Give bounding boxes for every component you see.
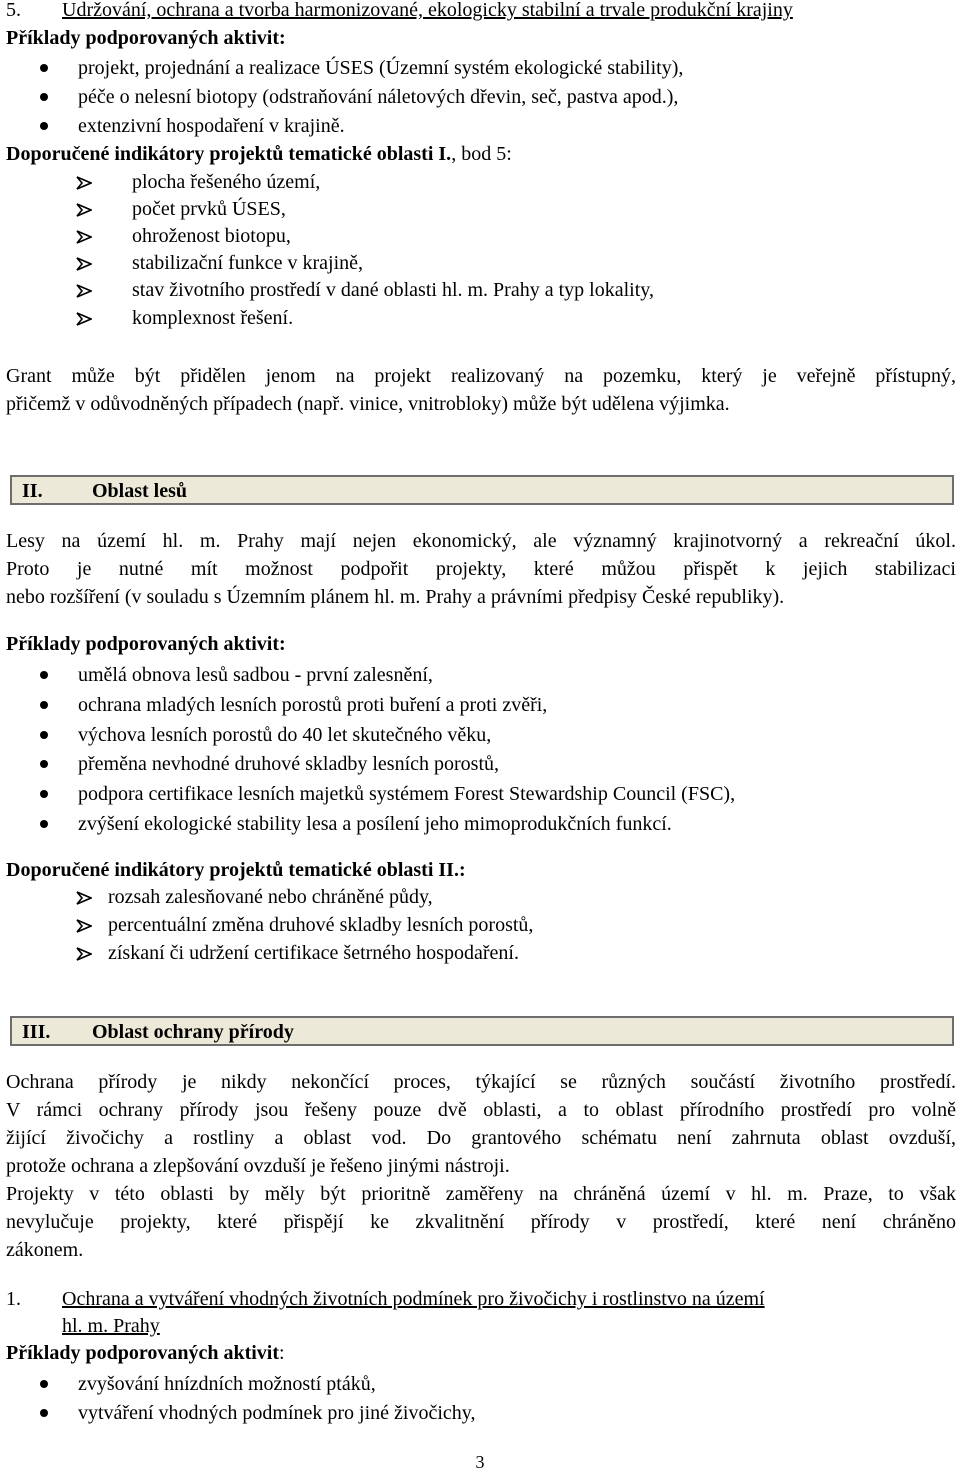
examples-heading: Příklady podporovaných aktivit: [6, 633, 286, 655]
paragraph-line: žijící živočichy a rostliny a oblast vod. Do grantového schématu není zahrnuta oblast ovzduší, [6, 1127, 956, 1149]
indicators-heading: Doporučené indikátory projektů tematické oblasti I., bod 5: [6, 143, 512, 165]
paragraph-line: Lesy na území hl. m. Prahy mají nejen ekonomický, ale významný krajinotvorný a rekreační úkol. [6, 530, 956, 552]
list-item: komplexnost řešení. [132, 307, 294, 329]
arrow-bullet-icon [76, 229, 92, 245]
bullet-icon [40, 790, 48, 798]
paragraph-line: V rámci ochrany přírody jsou řešeny pouze dvě oblasti, a to oblast přírodního prostředí pro volně [6, 1099, 956, 1121]
list-item: počet prvků ÚSES, [132, 198, 286, 220]
section-header-title: Oblast ochrany přírody [92, 1021, 294, 1043]
section-roman: II. [22, 480, 43, 502]
section-number: 5. [6, 0, 21, 21]
list-item: přeměna nevhodné druhové skladby lesních porostů, [78, 753, 500, 775]
section-title: Udržování, ochrana a tvorba harmonizované, ekologicky stabilní a trvale produkční krajiny [62, 0, 793, 21]
arrow-bullet-icon [76, 175, 92, 191]
arrow-bullet-icon [76, 202, 92, 218]
list-item: získaní či udržení certifikace šetrného hospodaření. [108, 942, 519, 964]
paragraph-line: Ochrana přírody je nikdy nekončící proces, týkající se různých součástí životního prostředí. [6, 1071, 956, 1093]
paragraph-line: Grant může být přidělen jenom na projekt realizovaný na pozemku, který je veřejně přístupný, [6, 365, 956, 387]
paragraph-line: protože ochrana a zlepšování ovzduší je řešeno jinými nástroji. [6, 1155, 510, 1177]
bullet-icon [40, 671, 48, 679]
bullet-icon [40, 93, 48, 101]
list-item: projekt, projednání a realizace ÚSES (Územní systém ekologické stability), [78, 57, 684, 79]
bullet-icon [40, 122, 48, 130]
examples-heading: Příklady podporovaných aktivit: [6, 27, 286, 49]
list-item: plocha řešeného území, [132, 171, 321, 193]
list-item: percentuální změna druhové skladby lesních porostů, [108, 914, 534, 936]
paragraph-line: Projekty v této oblasti by měly být prioritně zaměřeny na chráněná území v hl. m. Praze, to však [6, 1183, 956, 1205]
bullet-icon [40, 64, 48, 72]
list-item: péče o nelesní biotopy (odstraňování náletových dřevin, seč, pastva apod.), [78, 86, 679, 108]
bullet-icon [40, 701, 48, 709]
section-roman: III. [22, 1021, 51, 1043]
list-item: umělá obnova lesů sadbou - první zalesnění, [78, 664, 433, 686]
list-item: stav životního prostředí v dané oblasti hl. m. Prahy a typ lokality, [132, 279, 654, 301]
paragraph-line: Proto je nutné mít možnost podpořit projekty, které můžou přispět k jejich stabilizaci [6, 558, 956, 580]
indicators-heading: Doporučené indikátory projektů tematické oblasti II.: [6, 859, 466, 881]
paragraph-line: nevylučuje projekty, které přispějí ke zkvalitnění přírody v prostředí, které není chráněno [6, 1211, 956, 1233]
bullet-icon [40, 1409, 48, 1417]
bullet-icon [40, 1380, 48, 1388]
paragraph-line: nebo rozšíření (v souladu s Územním plánem hl. m. Prahy a právními předpisy České republiky). [6, 586, 785, 608]
section-header-title: Oblast lesů [92, 480, 188, 502]
subsection-number: 1. [6, 1288, 21, 1310]
arrow-bullet-icon [76, 256, 92, 272]
list-item: rozsah zalesňované nebo chráněné půdy, [108, 886, 433, 908]
list-item: zvýšení ekologické stability lesa a posílení jeho mimoprodukčních funkcí. [78, 813, 672, 835]
list-item: výchova lesních porostů do 40 let skutečného věku, [78, 724, 492, 746]
list-item: podpora certifikace lesních majetků systémem Forest Stewardship Council (FSC), [78, 783, 736, 805]
paragraph-line: přičemž v odůvodněných případech (např. vinice, vnitrobloky) může být udělena výjimka. [6, 393, 730, 415]
list-item: zvyšování hnízdních možností ptáků, [78, 1373, 376, 1395]
section-header-box [10, 1016, 954, 1046]
subsection-title: hl. m. Prahy [62, 1315, 160, 1337]
bullet-icon [40, 820, 48, 828]
list-item: vytváření vhodných podmínek pro jiné živočichy, [78, 1402, 476, 1424]
arrow-bullet-icon [76, 918, 92, 934]
arrow-bullet-icon [76, 283, 92, 299]
list-item: ohroženost biotopu, [132, 225, 291, 247]
examples-heading: Příklady podporovaných aktivit: [6, 1342, 285, 1364]
arrow-bullet-icon [76, 946, 92, 962]
subsection-title: Ochrana a vytváření vhodných životních podmínek pro živočichy i rostlinstvo na území [62, 1288, 765, 1310]
arrow-bullet-icon [76, 311, 92, 327]
list-item: ochrana mladých lesních porostů proti buření a proti zvěři, [78, 694, 548, 716]
bullet-icon [40, 760, 48, 768]
list-item: stabilizační funkce v krajině, [132, 252, 364, 274]
arrow-bullet-icon [76, 890, 92, 906]
paragraph-line: zákonem. [6, 1239, 84, 1261]
list-item: extenzivní hospodaření v krajině. [78, 115, 345, 137]
bullet-icon [40, 731, 48, 739]
section-header-box [10, 475, 954, 505]
page-number: 3 [475, 1452, 485, 1472]
